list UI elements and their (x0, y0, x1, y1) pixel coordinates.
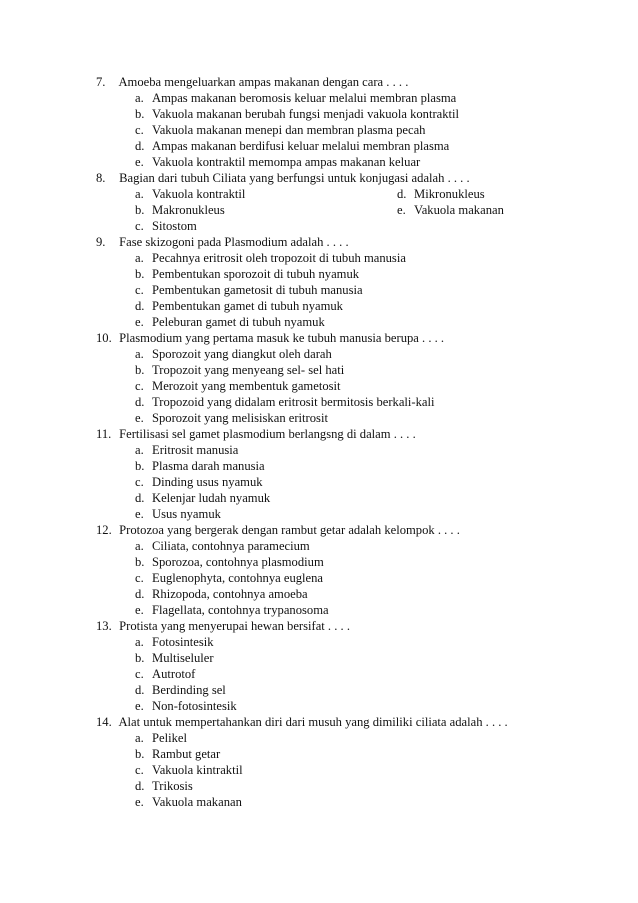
question-number: 11. (96, 427, 112, 441)
option-text: Sporozoa, contohnya plasmodium (152, 555, 324, 569)
option-text: Dinding usus nyamuk (152, 475, 263, 489)
option-text: Merozoit yang membentuk gametosit (152, 379, 341, 393)
option-letter: d. (135, 491, 145, 505)
question-number: 8. (96, 171, 106, 185)
answer-option (135, 746, 220, 762)
answer-option (135, 378, 341, 394)
answer-option (135, 266, 359, 282)
option-letter: b. (135, 651, 145, 665)
question-9 (96, 234, 349, 250)
option-letter: b. (135, 203, 145, 217)
option-letter: c. (135, 219, 144, 233)
option-letter: a. (135, 731, 144, 745)
option-letter: c. (135, 283, 144, 297)
option-letter: c. (135, 763, 144, 777)
option-letter: d. (135, 779, 145, 793)
option-text: Pembentukan gamet di tubuh nyamuk (152, 299, 343, 313)
answer-option (135, 250, 406, 266)
option-text: Tropozoid yang didalam eritrosit bermitosis berkali-kali (152, 395, 435, 409)
question-10 (96, 330, 444, 346)
option-letter: e. (135, 155, 144, 169)
option-text: Multiseluler (152, 651, 214, 665)
option-text: Ampas makanan beromosis keluar melalui membran plasma (152, 91, 457, 105)
option-text: Vakuola makanan (152, 795, 242, 809)
answer-option (135, 730, 187, 746)
option-letter: a. (135, 539, 144, 553)
option-text: Euglenophyta, contohnya euglena (152, 571, 324, 585)
option-text: Ampas makanan berdifusi keluar melalui membran plasma (152, 139, 450, 153)
answer-option (135, 682, 226, 698)
answer-option (135, 506, 221, 522)
option-letter: d. (135, 299, 145, 313)
option-letter: e. (135, 699, 144, 713)
question-text: Protozoa yang bergerak dengan rambut getar adalah kelompok . . . . (116, 523, 460, 537)
option-letter: e. (397, 203, 406, 217)
question-number: 13. (96, 619, 112, 633)
answer-option (135, 794, 242, 810)
option-letter: a. (135, 347, 144, 361)
option-letter: a. (135, 91, 144, 105)
answer-option (135, 90, 456, 106)
option-text: Flagellata, contohnya trypanosoma (152, 603, 329, 617)
option-letter: e. (135, 795, 144, 809)
option-letter: b. (135, 107, 145, 121)
option-text: Vakuola makanan menepi dan membran plasma pecah (152, 123, 426, 137)
option-text: Autrotof (152, 667, 196, 681)
answer-option (135, 554, 324, 570)
answer-option (135, 282, 363, 298)
answer-option (397, 186, 485, 202)
answer-option (135, 474, 263, 490)
option-letter: a. (135, 635, 144, 649)
option-letter: d. (135, 587, 145, 601)
option-text: Pembentukan sporozoit di tubuh nyamuk (152, 267, 360, 281)
question-text: Protista yang menyerupai hewan bersifat . . . . (116, 619, 350, 633)
option-text: Vakuola makanan (414, 203, 504, 217)
question-number: 12. (96, 523, 112, 537)
question-text: Plasmodium yang pertama masuk ke tubuh manusia berupa . . . . (116, 331, 445, 345)
question-text: Fase skizogoni pada Plasmodium adalah . . . . (116, 235, 349, 249)
answer-option (135, 362, 344, 378)
option-text: Vakuola kontraktil memompa ampas makanan keluar (152, 155, 421, 169)
option-text: Tropozoit yang menyeang sel- sel hati (152, 363, 345, 377)
option-letter: c. (135, 123, 144, 137)
option-text: Trikosis (152, 779, 193, 793)
answer-option (135, 106, 459, 122)
option-text: Pecahnya eritrosit oleh tropozoit di tubuh manusia (152, 251, 406, 265)
option-text: Makronukleus (152, 203, 225, 217)
option-letter: e. (135, 411, 144, 425)
option-text: Rhizopoda, contohnya amoeba (152, 587, 308, 601)
answer-option (135, 570, 323, 586)
answer-option (135, 346, 332, 362)
option-letter: d. (135, 139, 145, 153)
option-letter: e. (135, 603, 144, 617)
question-13 (96, 618, 350, 634)
question-text: Amoeba mengeluarkan ampas makanan dengan cara . . . . (116, 75, 409, 89)
answer-option (135, 634, 214, 650)
option-letter: e. (135, 315, 144, 329)
question-text: Bagian dari tubuh Ciliata yang berfungsi untuk konjugasi adalah . . . . (116, 171, 470, 185)
answer-option (135, 762, 243, 778)
option-text: Mikronukleus (414, 187, 485, 201)
option-text: Vakuola kontraktil (152, 187, 246, 201)
question-number: 7. (96, 75, 106, 89)
option-letter: d. (397, 187, 407, 201)
option-letter: a. (135, 187, 144, 201)
answer-option (135, 410, 328, 426)
answer-option (135, 298, 343, 314)
option-text: Berdinding sel (152, 683, 226, 697)
answer-option (135, 666, 195, 682)
question-12 (96, 522, 460, 538)
option-text: Ciliata, contohnya paramecium (152, 539, 310, 553)
answer-option (135, 138, 449, 154)
answer-option (135, 778, 193, 794)
question-7 (96, 74, 408, 90)
option-letter: b. (135, 459, 145, 473)
option-text: Pelikel (152, 731, 187, 745)
answer-option (135, 490, 270, 506)
option-letter: b. (135, 363, 145, 377)
option-text: Eritrosit manusia (152, 443, 239, 457)
question-number: 9. (96, 235, 106, 249)
question-text: Alat untuk mempertahankan diri dari musuh yang dimiliki ciliata adalah . . . . (116, 715, 508, 729)
option-letter: c. (135, 571, 144, 585)
answer-option (135, 442, 238, 458)
answer-option (135, 202, 225, 218)
answer-option (135, 394, 435, 410)
option-text: Vakuola makanan berubah fungsi menjadi vakuola kontraktil (152, 107, 460, 121)
option-text: Rambut getar (152, 747, 221, 761)
option-letter: b. (135, 747, 145, 761)
option-letter: e. (135, 507, 144, 521)
answer-option (397, 202, 504, 218)
answer-option (135, 314, 325, 330)
answer-option (135, 538, 310, 554)
answer-option (135, 586, 308, 602)
answer-option (135, 602, 329, 618)
option-letter: c. (135, 475, 144, 489)
option-text: Sitostom (152, 219, 197, 233)
question-11 (96, 426, 416, 442)
option-text: Sporozoit yang melisiskan eritrosit (152, 411, 328, 425)
answer-option (135, 186, 245, 202)
option-letter: d. (135, 395, 145, 409)
answer-option (135, 458, 265, 474)
option-letter: b. (135, 267, 145, 281)
option-letter: b. (135, 555, 145, 569)
question-14 (96, 714, 508, 730)
answer-option (135, 154, 420, 170)
option-letter: d. (135, 683, 145, 697)
option-text: Sporozoit yang diangkut oleh darah (152, 347, 332, 361)
option-letter: a. (135, 251, 144, 265)
option-text: Peleburan gamet di tubuh nyamuk (152, 315, 325, 329)
option-letter: c. (135, 667, 144, 681)
option-text: Vakuola kintraktil (152, 763, 243, 777)
option-text: Non-fotosintesik (152, 699, 237, 713)
answer-option (135, 122, 425, 138)
option-text: Plasma darah manusia (152, 459, 265, 473)
question-number: 14. (96, 715, 112, 729)
question-text: Fertilisasi sel gamet plasmodium berlangsng di dalam . . . . (116, 427, 416, 441)
option-text: Fotosintesik (152, 635, 214, 649)
option-text: Pembentukan gametosit di tubuh manusia (152, 283, 363, 297)
question-8 (96, 170, 470, 186)
option-letter: a. (135, 443, 144, 457)
answer-option (135, 218, 197, 234)
option-text: Usus nyamuk (152, 507, 221, 521)
option-text: Kelenjar ludah nyamuk (152, 491, 271, 505)
answer-option (135, 698, 237, 714)
question-number: 10. (96, 331, 112, 345)
answer-option (135, 650, 214, 666)
option-letter: c. (135, 379, 144, 393)
